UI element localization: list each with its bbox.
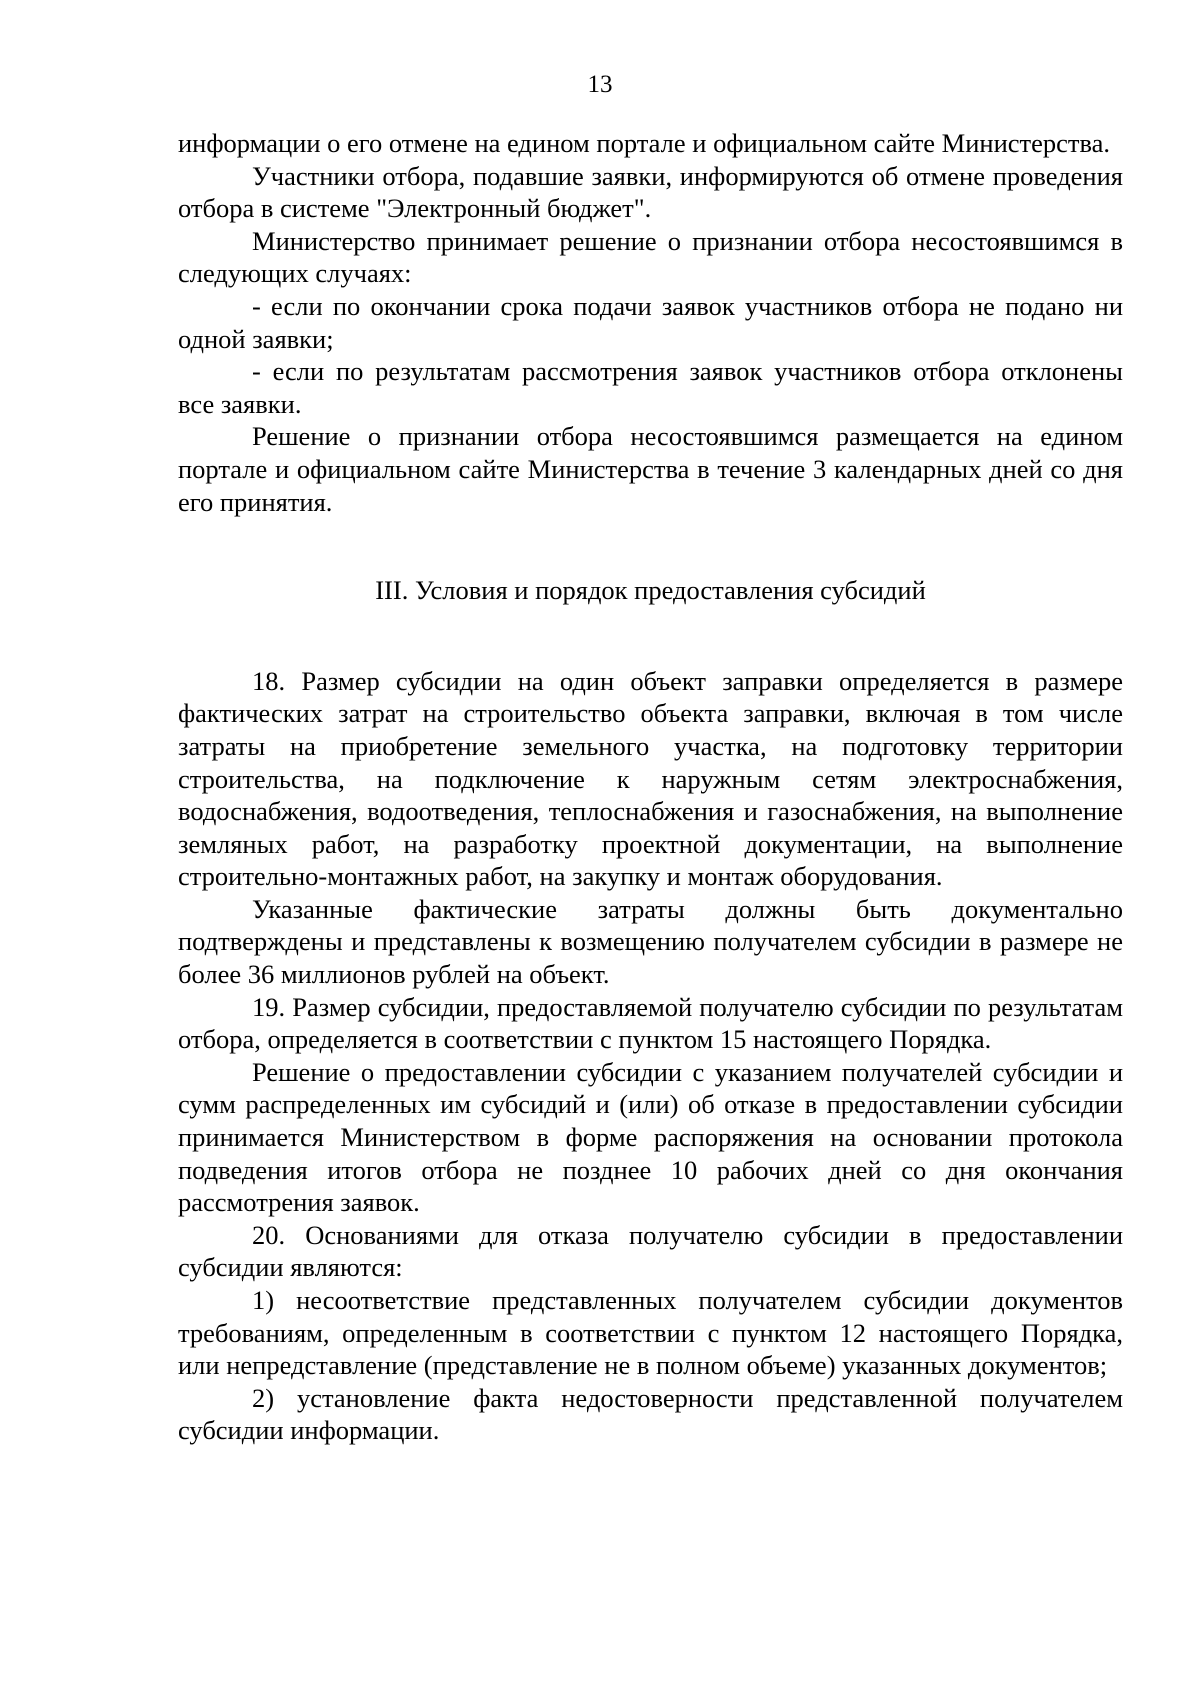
section-heading: III. Условия и порядок предоставления субсидий — [375, 575, 926, 606]
paragraphs-before-heading — [178, 127, 1123, 518]
paragraph: Министерство принимает решение о признании отбора несостоявшимся в следующих случаях: — [178, 225, 1123, 289]
list-item: 1) несоответствие представленных получателем субсидии документов требованиям, определенным в соответствии с пунктом 12 настоящего Порядка, или непредставление (представление не в полном объеме) указанных документов; — [178, 1285, 1123, 1381]
page-number: 13 — [587, 71, 613, 98]
paragraphs-after-heading — [178, 665, 1123, 1447]
paragraph: 20. Основаниями для отказа получателю субсидии в предоставлении субсидии являются: — [178, 1219, 1123, 1283]
paragraph: информации о его отмене на едином портале и официальном сайте Министерства. — [178, 128, 1111, 158]
list-item: - если по результатам рассмотрения заявок участников отбора отклонены все заявки. — [178, 356, 1123, 419]
list-item: - если по окончании срока подачи заявок участников отбора не подано ни одной заявки; — [178, 290, 1123, 354]
paragraph: Участники отбора, подавшие заявки, информируются об отмене проведения отбора в системе "Электронный бюджет". — [178, 160, 1123, 224]
paragraph: Решение о признании отбора несостоявшимся размещается на едином портале и официальном сайте Министерства в течение 3 календарных дней со дня его принятия. — [178, 421, 1123, 517]
paragraph: 18. Размер субсидии на один объект заправки определяется в размере фактических затрат на строительство объекта заправки, включая в том числе затраты на приобретение земельного участка, на подготовку территории строительства, на подключение к наружным сетям электроснабжения, водоснабжения, водоотведения, теплоснабжения и газоснабжения, на выполнение земляных работ, на разработку проектной документации, на выполнение строительно-монтажных работ, на закупку и монтаж оборудования. — [178, 665, 1123, 892]
paragraph: Указанные фактические затраты должны быть документально подтверждены и представлены к возмещению получателем субсидии в размере не более 36 миллионов рублей на объект. — [178, 893, 1123, 990]
paragraph: 19. Размер субсидии, предоставляемой получателю субсидии по результатам отбора, определяется в соответствии с пунктом 15 настоящего Порядка. — [178, 991, 1123, 1055]
document-body — [178, 127, 1123, 1447]
paragraph: Решение о предоставлении субсидии с указанием получателей субсидии и сумм распределенных им субсидий и (или) об отказе в предоставлении субсидии принимается Министерством в форме распоряжения на основании протокола подведения итогов отбора не позднее 10 рабочих дней со дня окончания рассмотрения заявок. — [178, 1056, 1123, 1218]
list-item: 2) установление факта недостоверности представленной получателем субсидии информации. — [178, 1382, 1123, 1446]
